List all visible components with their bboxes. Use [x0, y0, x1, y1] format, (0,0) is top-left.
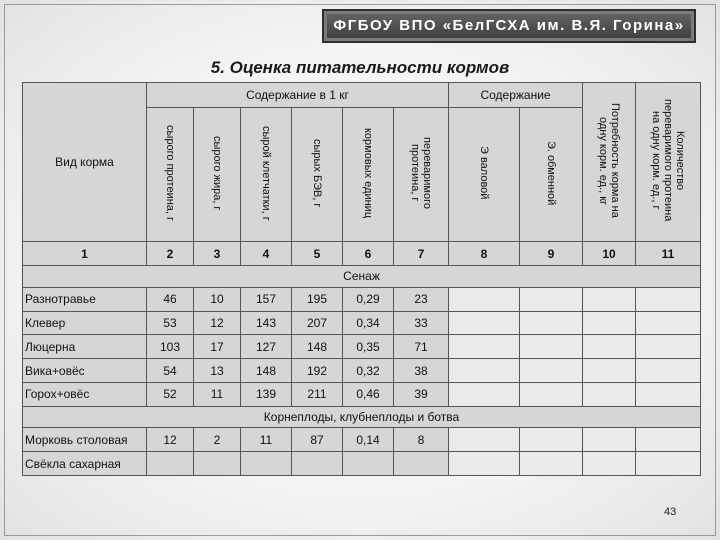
value-cell: 46 [147, 287, 194, 311]
value-cell: 157 [241, 287, 292, 311]
value-cell: 0,35 [343, 335, 394, 359]
value-cell: 54 [147, 359, 194, 383]
header-content-per-kg: Содержание в 1 кг [147, 83, 449, 108]
value-cell: 13 [194, 359, 241, 383]
table-row [23, 452, 701, 476]
value-cell [636, 382, 701, 406]
value-cell [520, 359, 583, 383]
value-cell: 207 [292, 311, 343, 335]
value-cell [520, 452, 583, 476]
value-cell: 8 [394, 428, 449, 452]
table-row [23, 287, 701, 311]
value-cell: 10 [194, 287, 241, 311]
value-cell [194, 452, 241, 476]
value-cell: 143 [241, 311, 292, 335]
value-cell: 0,29 [343, 287, 394, 311]
col-number: 11 [636, 242, 701, 266]
value-cell [636, 287, 701, 311]
value-cell [394, 452, 449, 476]
feed-name: Разнотравье [23, 287, 147, 311]
header-col-3: сырого жира, г [194, 107, 241, 241]
value-cell: 12 [194, 311, 241, 335]
col-number: 10 [583, 242, 636, 266]
header-col-11: Количество переваримого протеина на одну корм. ед., г [636, 83, 701, 242]
header-col-7: переваримого протеина, г [394, 107, 449, 241]
col-number: 9 [520, 242, 583, 266]
value-cell [636, 428, 701, 452]
slide-title: 5. Оценка питательности кормов [210, 58, 510, 77]
value-cell: 23 [394, 287, 449, 311]
value-cell: 2 [194, 428, 241, 452]
header-col-2: сырого протеина, г [147, 107, 194, 241]
feed-name: Клевер [23, 311, 147, 335]
value-cell [520, 335, 583, 359]
value-cell [583, 335, 636, 359]
value-cell [583, 452, 636, 476]
value-cell [583, 287, 636, 311]
value-cell: 33 [394, 311, 449, 335]
value-cell: 148 [241, 359, 292, 383]
value-cell: 195 [292, 287, 343, 311]
table-row [23, 428, 701, 452]
value-cell [636, 452, 701, 476]
table-row [23, 335, 701, 359]
header-col-4: сырой клетчатки, г [241, 107, 292, 241]
value-cell: 103 [147, 335, 194, 359]
value-cell: 11 [194, 382, 241, 406]
value-cell: 211 [292, 382, 343, 406]
value-cell [449, 428, 520, 452]
value-cell: 11 [241, 428, 292, 452]
value-cell: 12 [147, 428, 194, 452]
col-number: 3 [194, 242, 241, 266]
value-cell: 0,46 [343, 382, 394, 406]
value-cell [449, 311, 520, 335]
value-cell [147, 452, 194, 476]
value-cell [520, 382, 583, 406]
value-cell: 148 [292, 335, 343, 359]
feed-name: Морковь столовая [23, 428, 147, 452]
value-cell: 192 [292, 359, 343, 383]
col-number: 4 [241, 242, 292, 266]
value-cell [449, 359, 520, 383]
value-cell: 0,14 [343, 428, 394, 452]
feed-name: Люцерна [23, 335, 147, 359]
value-cell [636, 311, 701, 335]
value-cell [636, 359, 701, 383]
header-kind: Вид корма [23, 83, 147, 242]
value-cell [583, 311, 636, 335]
header-col-5: сырых БЭВ, г [292, 107, 343, 241]
value-cell: 71 [394, 335, 449, 359]
value-cell [449, 335, 520, 359]
header-col-9: Э. обменной [520, 107, 583, 241]
value-cell: 53 [147, 311, 194, 335]
col-number: 8 [449, 242, 520, 266]
value-cell: 38 [394, 359, 449, 383]
value-cell: 87 [292, 428, 343, 452]
table-row [23, 382, 701, 406]
table-row [23, 311, 701, 335]
value-cell [449, 287, 520, 311]
value-cell: 139 [241, 382, 292, 406]
institution-banner: ФГБОУ ВПО «БелГСХА им. В.Я. Горина» [322, 9, 696, 43]
header-col-8: Э валовой [449, 107, 520, 241]
value-cell: 0,32 [343, 359, 394, 383]
header-col-6: кормовых единиц [343, 107, 394, 241]
page-number: 43 [664, 506, 677, 518]
feed-table [22, 82, 701, 476]
value-cell [583, 382, 636, 406]
feed-name: Свёкла сахарная [23, 452, 147, 476]
value-cell [583, 428, 636, 452]
table-row [23, 359, 701, 383]
value-cell: 17 [194, 335, 241, 359]
value-cell: 127 [241, 335, 292, 359]
value-cell [449, 382, 520, 406]
header-content: Содержание [449, 83, 583, 108]
section-title: Корнеплоды, клубнеплоды и ботва [23, 406, 701, 428]
col-number: 5 [292, 242, 343, 266]
value-cell [449, 452, 520, 476]
value-cell [241, 452, 292, 476]
value-cell [636, 335, 701, 359]
value-cell: 52 [147, 382, 194, 406]
value-cell [520, 428, 583, 452]
col-number: 6 [343, 242, 394, 266]
col-number: 1 [23, 242, 147, 266]
feed-name: Горох+овёс [23, 382, 147, 406]
value-cell [520, 287, 583, 311]
value-cell [583, 359, 636, 383]
section-title: Сенаж [23, 266, 701, 288]
col-number: 7 [394, 242, 449, 266]
value-cell: 39 [394, 382, 449, 406]
value-cell: 0,34 [343, 311, 394, 335]
value-cell [343, 452, 394, 476]
header-col-10: Потребность корма на одну корм. ед., кг [583, 83, 636, 242]
value-cell [292, 452, 343, 476]
feed-name: Вика+овёс [23, 359, 147, 383]
col-number: 2 [147, 242, 194, 266]
value-cell [520, 311, 583, 335]
